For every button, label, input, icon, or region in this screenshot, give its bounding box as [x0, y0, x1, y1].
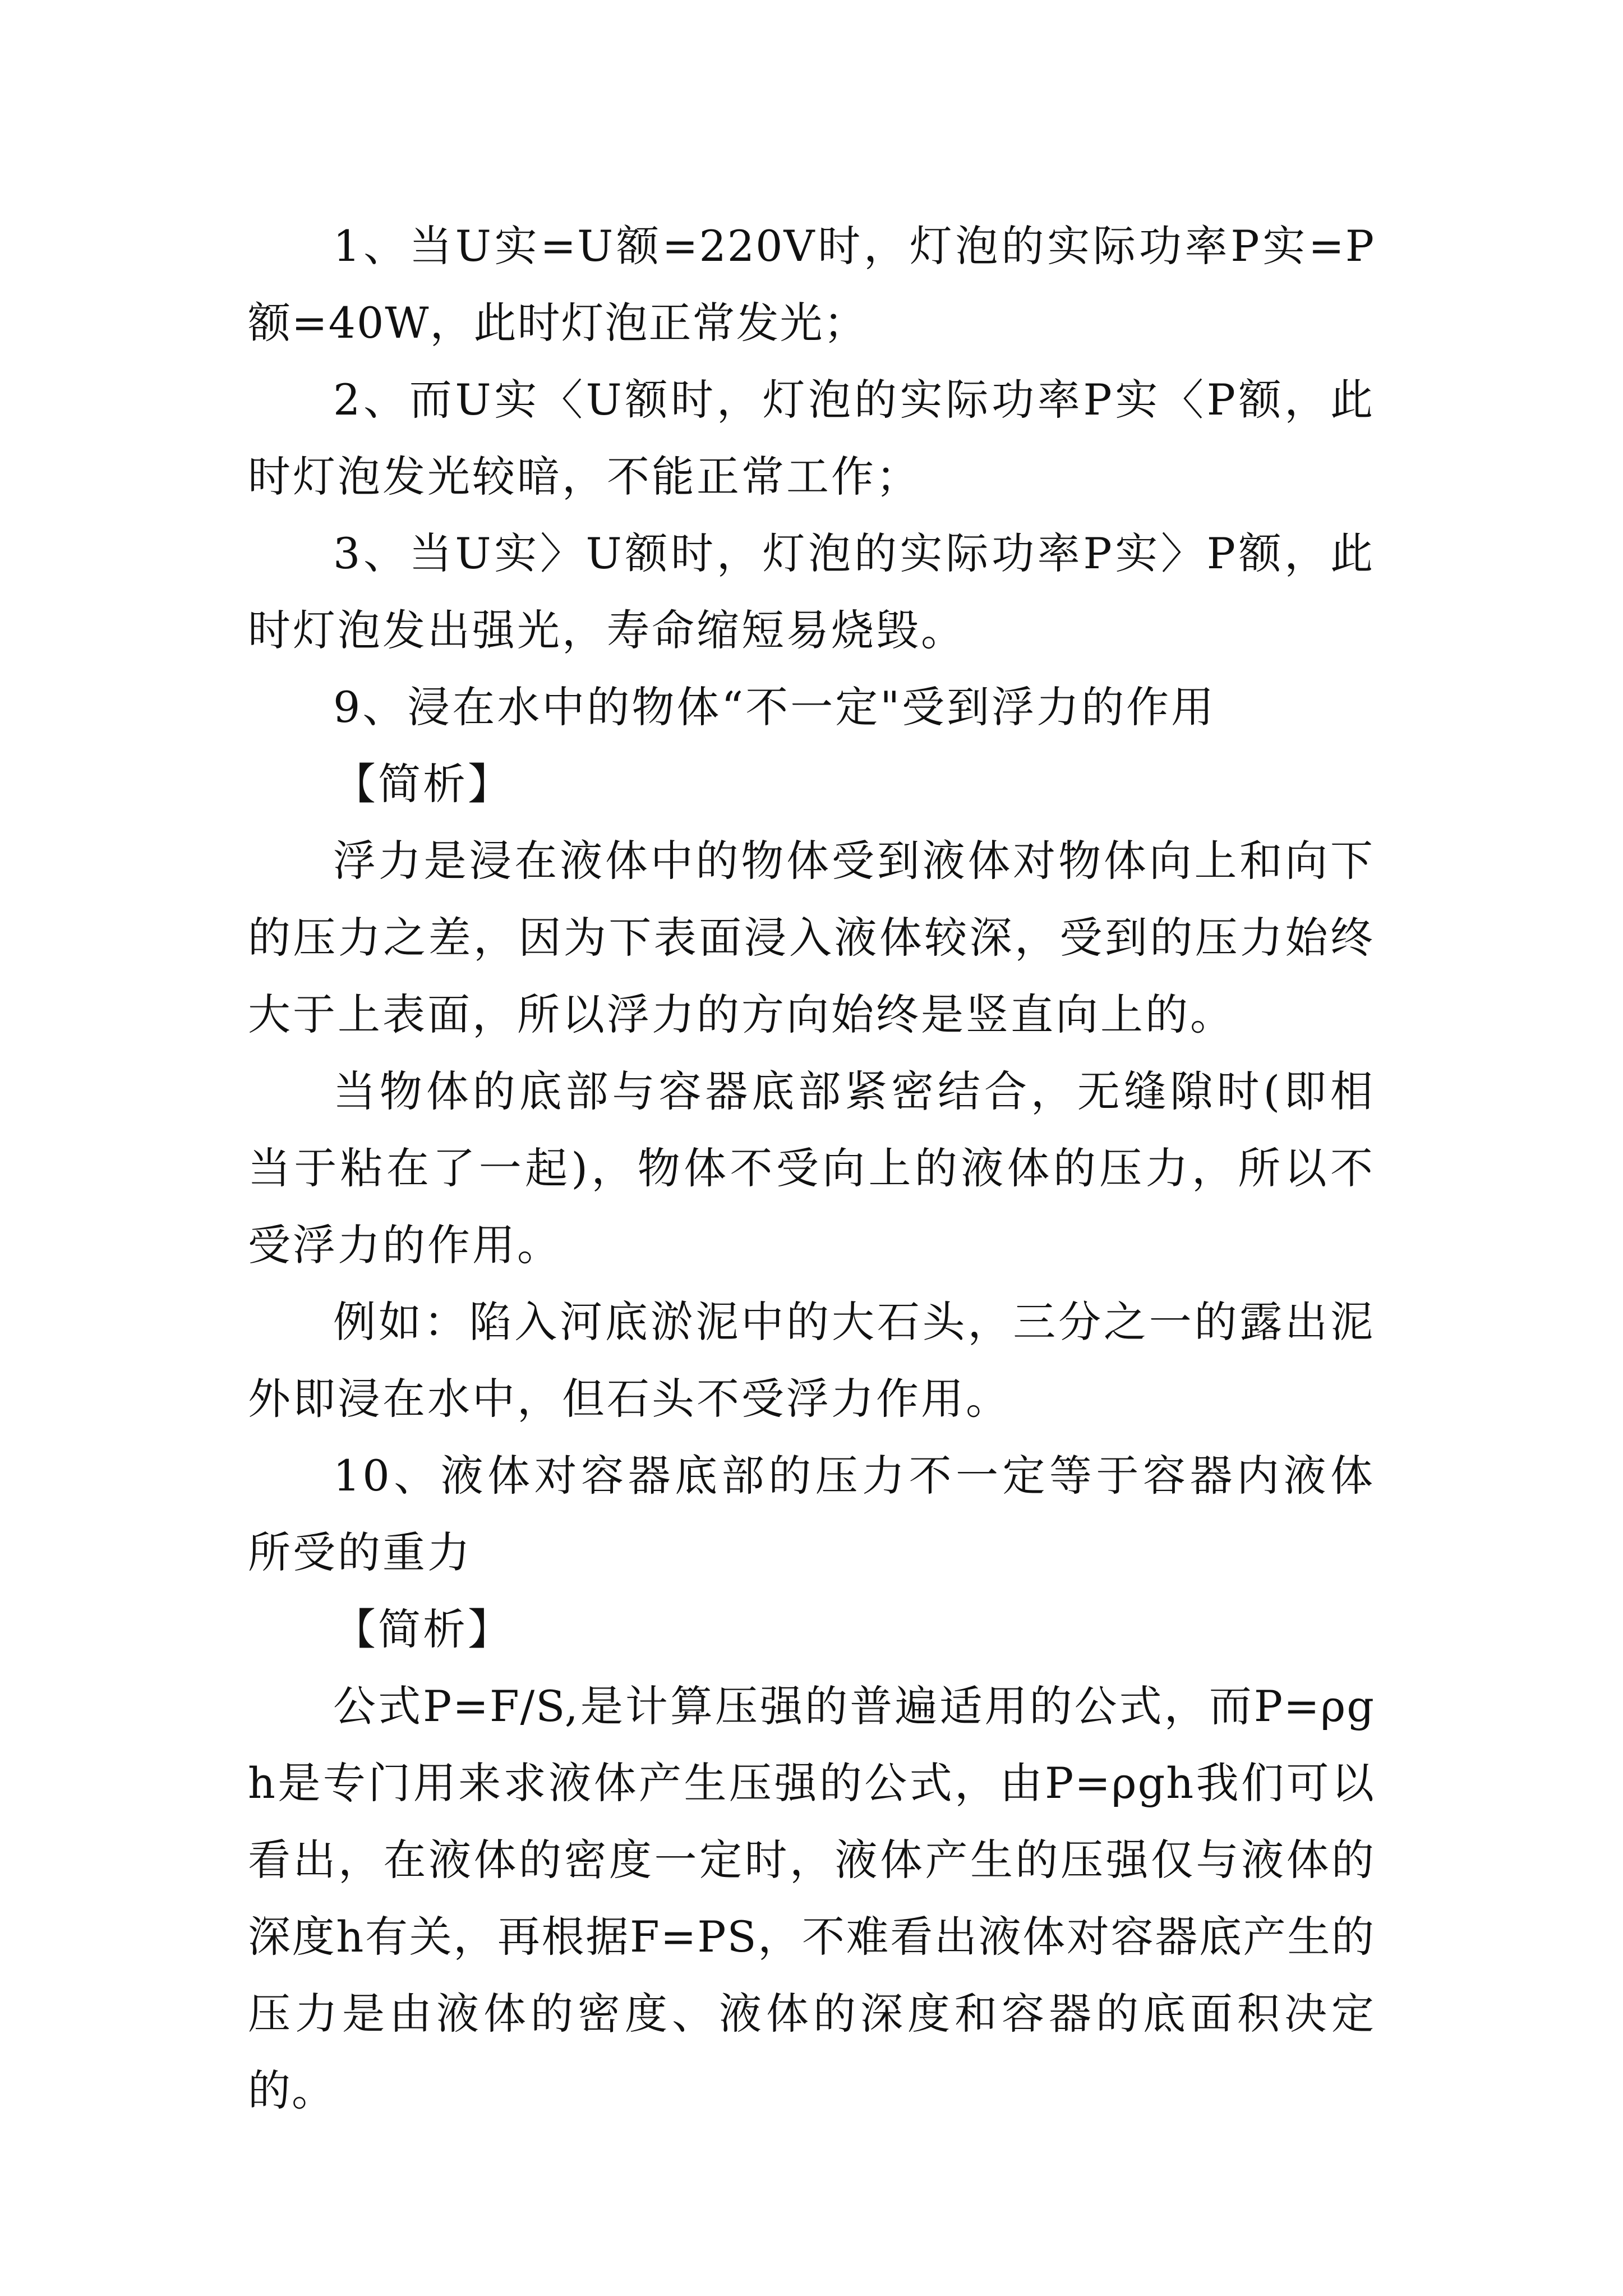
paragraph-buoyancy-exception: 当物体的底部与容器底部紧密结合，无缝隙时(即相当于粘在了一起)，物体不受向上的液体的压力，所以不受浮力的作用。	[248, 1066, 1375, 1270]
heading-item-10: 10、液体对容器底部的压力不一定等于容器内液体所受的重力	[248, 1451, 1375, 1577]
paragraph-buoyancy-definition: 浮力是浸在液体中的物体受到液体对物体向上和向下的压力之差，因为下表面浸入液体较深，受到的压力始终大于上表面，所以浮力的方向始终是竖直向上的。	[248, 836, 1375, 1039]
paragraph-bulb-bright: 3、当U实〉U额时，灯泡的实际功率P实〉P额，此时灯泡发出强光，寿命缩短易烧毁。	[248, 528, 1375, 655]
paragraph-pressure-formula: 公式P=F/S,是计算压强的普遍适用的公式，而P=ρgh是专门用来求液体产生压强的公式，由P=ρgh我们可以看出，在液体的密度一定时，液体产生的压强仅与液体的深度h有关，再根据F=PS，不难看出液体对容器底产生的压力是由液体的密度、液体的深度和容器的底面积决定的。	[248, 1681, 1375, 2115]
paragraph-buoyancy-example: 例如：陷入河底淤泥中的大石头，三分之一的露出泥外即浸在水中，但石头不受浮力作用。	[248, 1297, 1375, 1424]
document-page	[248, 208, 1375, 2129]
heading-item-9: 9、浸在水中的物体“不一定"受到浮力的作用	[333, 682, 1216, 732]
label-analysis-2: 【简析】	[333, 1604, 513, 1654]
label-analysis-1: 【简析】	[333, 759, 513, 809]
paragraph-bulb-dim: 2、而U实〈U额时，灯泡的实际功率P实〈P额，此时灯泡发光较暗，不能正常工作；	[248, 375, 1375, 501]
paragraph-bulb-normal: 1、当U实=U额=220V时，灯泡的实际功率P实=P额=40W，此时灯泡正常发光；	[248, 221, 1375, 348]
